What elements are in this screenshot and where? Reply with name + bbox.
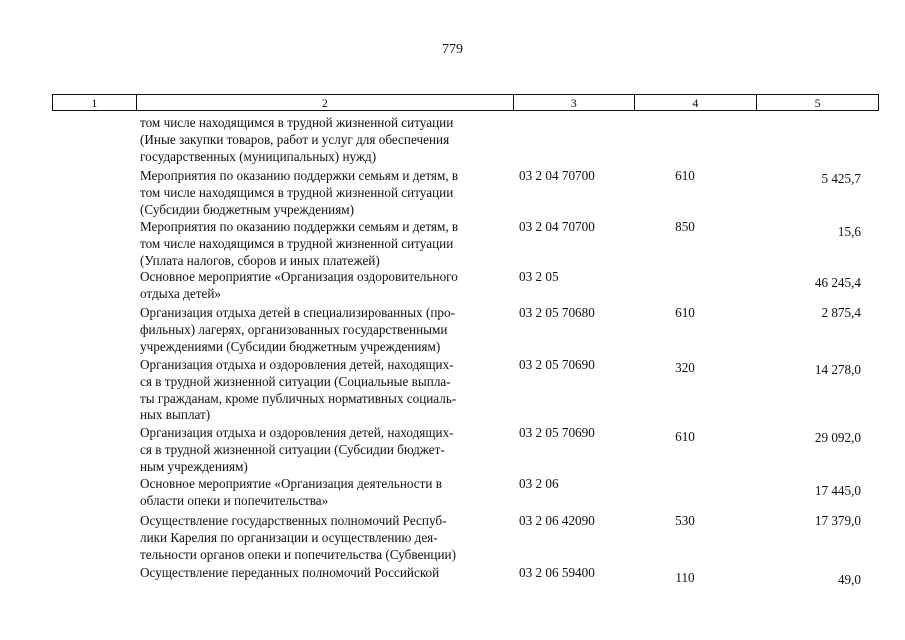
row-code: 03 2 06 42090 — [519, 513, 595, 528]
description-line: Мероприятия по оказанию поддержки семьям и детям, в — [140, 219, 459, 234]
description-line: ных выплат) — [140, 407, 211, 423]
header-col-2: 2 — [137, 95, 514, 110]
header-col-4: 4 — [635, 95, 758, 110]
row-code: 03 2 06 — [519, 476, 559, 491]
row-expense-type: 320 — [675, 360, 695, 375]
row-description — [140, 168, 510, 218]
row-description — [140, 305, 510, 355]
row-code: 03 2 05 70690 — [519, 425, 595, 440]
row-code: 03 2 04 70700 — [519, 219, 595, 234]
row-description — [140, 219, 510, 269]
description-line: тельности органов опеки и попечительства (Субвенции) — [140, 546, 456, 562]
row-expense-type: 610 — [675, 168, 695, 183]
row-description — [140, 476, 510, 510]
description-line: лики Карелия по организации и осуществлению дея- — [140, 529, 438, 545]
table-header — [52, 94, 879, 111]
row-amount: 2 875,4 — [821, 305, 861, 320]
row-expense-type: 850 — [675, 219, 695, 234]
description-line: Осуществление переданных полномочий Российской — [140, 565, 440, 580]
description-line: (Иные закупки товаров, работ и услуг для обеспечения — [140, 131, 450, 147]
row-description — [140, 425, 510, 475]
row-description — [140, 513, 510, 563]
row-amount: 49,0 — [837, 572, 861, 587]
row-amount: 17 445,0 — [814, 483, 861, 498]
description-line: ным учреждениям) — [140, 458, 248, 474]
row-code: 03 2 04 70700 — [519, 168, 595, 183]
row-expense-type: 530 — [675, 513, 695, 528]
row-code: 03 2 05 — [519, 269, 559, 284]
description-line: (Субсидии бюджетным учреждениям) — [140, 201, 354, 217]
description-line: том числе находящимся в трудной жизненной ситуации — [140, 184, 454, 200]
row-amount: 5 425,7 — [821, 171, 861, 186]
description-line: Мероприятия по оказанию поддержки семьям и детям, в — [140, 168, 459, 183]
row-amount: 29 092,0 — [814, 430, 861, 445]
row-amount: 15,6 — [837, 224, 861, 239]
page-number: 779 — [442, 42, 463, 57]
row-code: 03 2 06 59400 — [519, 565, 595, 580]
description-line: Организация отдыха и оздоровления детей, находящих- — [140, 425, 454, 440]
description-line: области опеки и попечительства» — [140, 492, 329, 508]
row-amount: 17 379,0 — [814, 513, 861, 528]
header-col-5: 5 — [814, 96, 821, 110]
row-description — [140, 357, 510, 424]
row-description — [140, 269, 510, 303]
row-expense-type: 610 — [675, 429, 695, 444]
row-code: 03 2 05 70680 — [519, 305, 595, 320]
description-line: том числе находящимся в трудной жизненной ситуации — [140, 235, 454, 251]
description-line: ся в трудной жизненной ситуации (Социальные выпла- — [140, 373, 451, 389]
row-amount: 14 278,0 — [814, 362, 861, 377]
description-line: Основное мероприятие «Организация оздоровительного — [140, 269, 458, 284]
description-line: (Уплата налогов, сборов и иных платежей) — [140, 252, 380, 268]
description-line: Организация отдыха детей в специализированных (про- — [140, 305, 455, 320]
row-expense-type: 610 — [675, 305, 695, 320]
description-line: Основное мероприятие «Организация деятельности в — [140, 476, 442, 491]
row-code: 03 2 05 70690 — [519, 357, 595, 372]
header-col-3: 3 — [514, 95, 635, 110]
description-line: отдыха детей» — [140, 285, 221, 301]
description-line: ты гражданам, кроме публичных нормативных социаль- — [140, 390, 457, 406]
description-line: Организация отдыха и оздоровления детей, находящих- — [140, 357, 454, 372]
row-description — [140, 565, 510, 582]
header-col-1: 1 — [53, 95, 137, 110]
row-expense-type: 110 — [675, 570, 695, 585]
row-description — [140, 115, 510, 165]
description-line: учреждениями (Субсидии бюджетным учреждениям) — [140, 338, 441, 354]
description-line: Осуществление государственных полномочий Респуб- — [140, 513, 447, 528]
description-line: фильных) лагерях, организованных государственными — [140, 321, 448, 337]
row-amount: 46 245,4 — [814, 275, 861, 290]
description-line: том числе находящимся в трудной жизненной ситуации — [140, 115, 454, 130]
description-line: государственных (муниципальных) нужд) — [140, 148, 377, 164]
description-line: ся в трудной жизненной ситуации (Субсидии бюджет- — [140, 441, 445, 457]
